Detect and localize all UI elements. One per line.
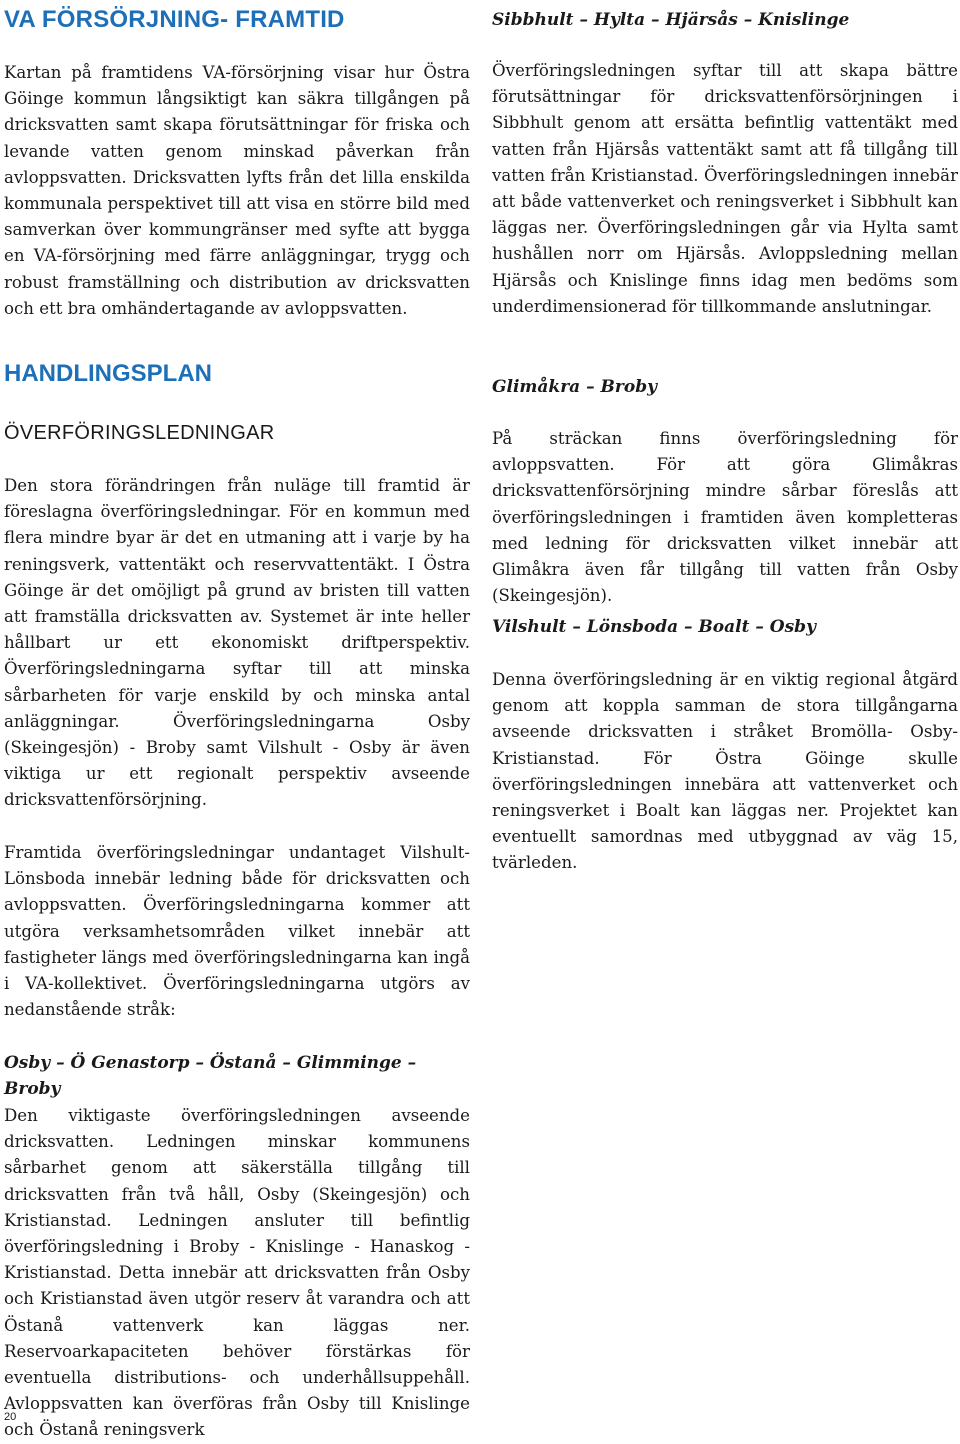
route-vilshult-osby-heading: Vilshult – Lönsboda – Boalt – Osby <box>492 617 816 637</box>
route-sibbhult-knislinge-heading: Sibbhult – Hylta – Hjärsås – Knislinge <box>492 10 850 30</box>
route-glimakra-broby-text: På sträckan finns överföringsledning för avloppsvatten. För att göra Glimåkras dricksvattenförsörjning mindre sårbar föreslås att överföringsledningen i framtiden även kompletteras med ledning för dricksvatten vilket innebär att Glimåkra även får tillgång till vatten från Osby (Skeingesjön). <box>492 429 958 606</box>
route-sibbhult-knislinge-text: Överföringsledningen syftar till att skapa bättre förutsättningar för dricksvattenförsörjningen i Sibbhult genom att ersätta befintlig vattentäkt med vatten från Hjärsås vattentäkt samt att få tillgång till vatten från Kristianstad. Överföringsledningen innebär att både vattenverket och reningsverket i Sibbhult kan läggas ner. Överföringsledningen går via Hylta samt hushållen norr om Hjärsås. Avloppsledning mellan Hjärsås och Knislinge finns idag men bedöms som underdimensionerad för tillkommande anslutningar. <box>492 61 958 316</box>
route-osby-broby-text: Den viktigaste överföringsledningen avseende dricksvatten. Ledningen minskar kommunens sårbarhet genom att säkerställa tillgång till dricksvatten från två håll, Osby (Skeingesjön) och Kristianstad. Ledningen ansluter till befintlig överföringsledning i Broby - Knislinge - Hanaskog -Kristianstad. Detta innebär att dricksvatten från Osby och Kristianstad även utgör reserv åt varandra och att Östanå vattenverk kan läggas ner. Reservoarkapaciteten behöver förstärkas för eventuella distributions- och underhållsuppehåll. Avloppsvatten kan överföras från Osby till Knislinge och Östanå reningsverk <box>4 1106 470 1440</box>
route-vilshult-osby-text: Denna överföringsledning är en viktig regional åtgärd genom att koppla samman de stora tillgångarna avseende dricksvatten i stråket Bromölla- Osby- Kristianstad. För Östra Göinge skulle överföringsledningen innebära att vattenverket och reningsverket i Boalt kan läggas ner. Projektet kan eventuellt samordnas med utbyggnad av väg 15, tvärleden. <box>492 670 958 873</box>
intro-paragraph: Kartan på framtidens VA-försörjning visar hur Östra Göinge kommun långsiktigt kan säkra tillgången på dricksvatten samt skapa förutsättningar för friska och levande vatten genom minskad påverkan från avloppsvatten. Dricksvatten lyfts från det lilla enskilda kommunala perspektivet till att visa en större bild med samverkan över kommungränser med syfte att bygga en VA-försörjning med färre anläggningar, trygg och robust framställning och distribution av dricksvatten och ett bra omhändertagande av avloppsvatten. <box>4 63 470 318</box>
overforing-paragraph-1: Den stora förändringen från nuläge till framtid är föreslagna överföringsledningar. För en kommun med flera mindre byar är det en utmaning att i varje by ha reningsverk, vattentäkt och reservvattentäkt. I Östra Göinge är det omöjligt på grund av bristen till vatten att framställa dricksvatten av. Systemet är inte heller hållbart ur ett ekonomiskt driftperspektiv. Överföringsledningarna syftar till att minska sårbarheten för varje enskild by och minska antal anläggningar. Överföringsledningarna Osby (Skeingesjön) - Broby samt Vilshult - Osby är även viktiga ur ett regionalt perspektiv avseende dricksvattenförsörjning. <box>4 476 470 810</box>
overforing-paragraph-2: Framtida överföringsledningar undantaget Vilshult-Lönsboda innebär ledning både för dricksvatten och avloppsvatten. Överföringsledningarna kommer att utgöra verksamhetsområden vilket innebär att fastigheter längs med överföringsledningarna kan ingå i VA-kollektivet. Överföringsledningarna utgörs av nedanstående stråk: <box>4 843 470 1020</box>
route-glimakra-broby-heading: Glimåkra – Broby <box>492 377 657 397</box>
page-number: 20 <box>4 1411 17 1423</box>
handlingsplan-heading: HANDLINGSPLAN <box>4 360 212 387</box>
overforingsledningar-heading: ÖVERFÖRINGSLEDNINGAR <box>4 422 275 444</box>
page-title: VA FÖRSÖRJNING- FRAMTID <box>4 6 345 33</box>
route-osby-broby-heading: Osby – Ö Genastorp – Östanå – Glimminge – Broby <box>4 1053 417 1099</box>
